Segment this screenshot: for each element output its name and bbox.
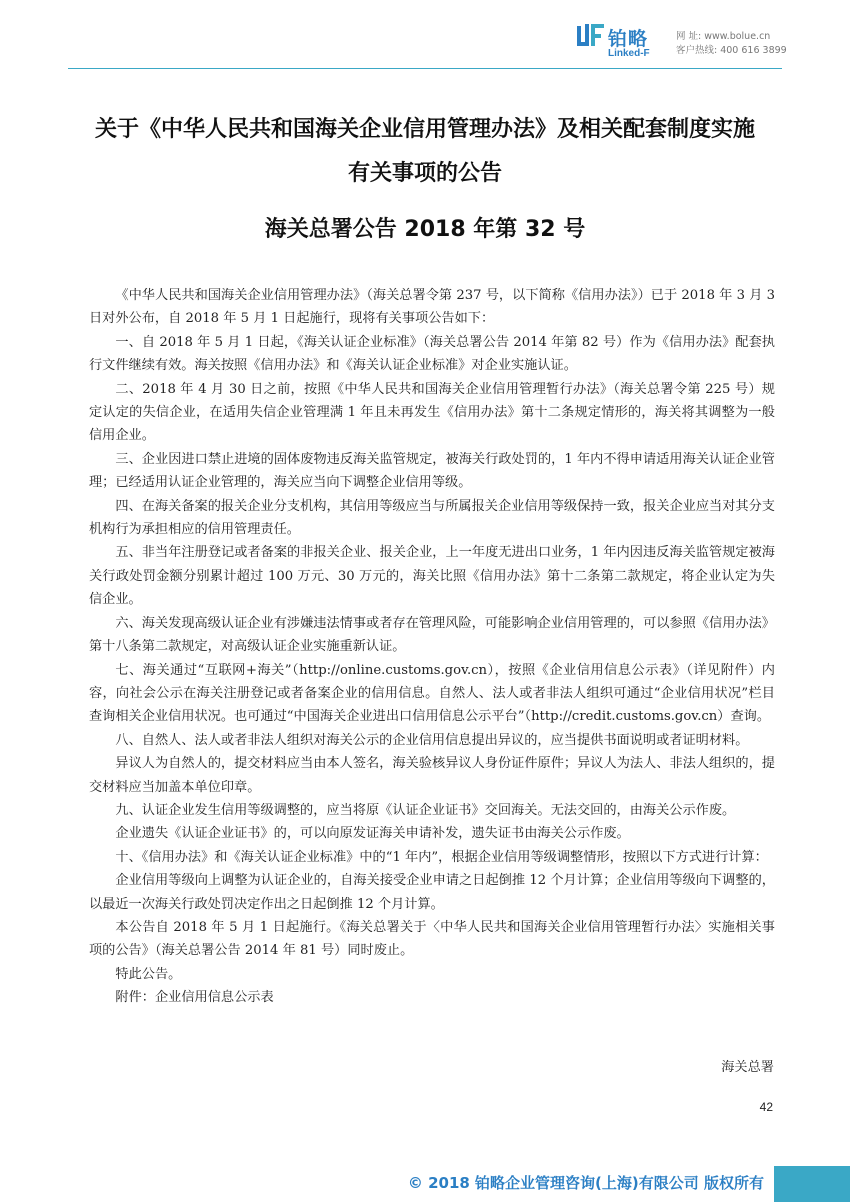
document-title: [60, 108, 790, 196]
paragraph: 五、非当年注册登记或者备案的非报关企业、报关企业，上一年度无进出口业务，1 年内因违反海关监管规定被海关行政处罚金额分别累计超过 100 万元、30 万元的，海关比照《信用办法》第十二条第二款规定，将企业认定为失信企业。: [89, 545, 775, 608]
paragraph: 三、企业因进口禁止进境的固体废物违反海关监管规定，被海关行政处罚的，1 年内不得申请适用海关认证企业管理；已经适用认证企业管理的，海关应当向下调整企业信用等级。: [89, 451, 775, 491]
header-divider: [68, 68, 782, 69]
paragraph: 四、在海关备案的报关企业分支机构，其信用等级应当与所属报关企业信用等级保持一致，报关企业应当对其分支机构行为承担相应的信用管理责任。: [89, 498, 775, 538]
title-line-2: 有关事项的公告: [347, 161, 502, 186]
footer-accent-bar: [774, 1166, 850, 1202]
paragraph: 附件：企业信用信息公示表: [115, 990, 274, 1006]
paragraph: 一、自 2018 年 5 月 1 日起，《海关认证企业标准》（海关总署公告 2014 年第 82 号）作为《信用办法》配套执行文件继续有效。海关按照《信用办法》和《海关认证企业标准》对企业实施认证。: [89, 334, 775, 374]
page-header: [0, 0, 850, 70]
document-body: [89, 284, 775, 1010]
paragraph: 二、2018 年 4 月 30 日之前，按照《中华人民共和国海关企业信用管理暂行办法》（海关总署令第 225 号）规定认定的失信企业，在适用失信企业管理满 1 年且未再发生《信用办法》第十二条规定情形的，海关将其调整为一般信用企业。: [89, 381, 775, 444]
document-signature: 海关总署: [721, 1060, 774, 1075]
logo-name: 铂略: [608, 28, 649, 50]
website-text: 网 址: www.bolue.cn: [676, 31, 771, 42]
paragraph: 特此公告。: [115, 966, 182, 982]
company-logo: [576, 22, 666, 64]
paragraph: 企业信用等级向上调整为认证企业的，自海关接受企业申请之日起倒推 12 个月计算；企业信用等级向下调整的，以最近一次海关行政处罚决定作出之日起倒推 12 个月计算。: [89, 873, 775, 912]
paragraph: 七、海关通过“互联网+海关”（http://online.customs.gov.cn），按照《企业信用信息公示表》（详见附件）内容，向社会公示在海关注册登记或者备案企业的信用信息。自然人、法人或者非法人组织可通过“企业信用状况”栏目查询相关企业信用状况。也可通过“中国海关企业进出口信用信息公示平台”（http://credit.customs.gov.cn）查询。: [89, 662, 775, 725]
paragraph: 企业遗失《认证企业证书》的，可以向原发证海关申请补发，遗失证书由海关公示作废。: [115, 826, 630, 842]
contact-info: [676, 30, 787, 58]
paragraph: 《中华人民共和国海关企业信用管理办法》（海关总署令第 237 号，以下简称《信用办法》）已于 2018 年 3 月 3 日对外公布，自 2018 年 5 月 1 日起施行，现将有关事项公告如下：: [89, 288, 775, 327]
paragraph: 六、海关发现高级认证企业有涉嫌违法情事或者存在管理风险，可能影响企业信用管理的，可以参照《信用办法》第十八条第二款规定，对高级认证企业实施重新认证。: [89, 615, 775, 655]
logo-subtext: Linked-F: [608, 48, 650, 59]
paragraph: 八、自然人、法人或者非法人组织对海关公示的企业信用信息提出异议的，应当提供书面说明或者证明材料。: [115, 732, 749, 748]
logo-mark-icon: [576, 22, 606, 52]
hotline-text: 客户热线: 400 616 3899: [676, 45, 787, 56]
document-subtitle: 海关总署公告 2018 年第 32 号: [264, 217, 586, 242]
paragraph: 十、《信用办法》和《海关认证企业标准》中的“1 年内”，根据企业信用等级调整情形，按照以下方式进行计算：: [115, 849, 768, 865]
paragraph: 异议人为自然人的，提交材料应当由本人签名，海关验核异议人身份证件原件；异议人为法人、非法人组织的，提交材料应当加盖本单位印章。: [89, 756, 775, 795]
title-line-1: 关于《中华人民共和国海关企业信用管理办法》及相关配套制度实施: [94, 117, 755, 142]
paragraph: 九、认证企业发生信用等级调整的，应当将原《认证企业证书》交回海关。无法交回的，由海关公示作废。: [115, 802, 736, 818]
footer-copyright: © 2018 铂略企业管理咨询(上海)有限公司 版权所有: [407, 1174, 764, 1192]
paragraph: 本公告自 2018 年 5 月 1 日起施行。《海关总署关于〈中华人民共和国海关企业信用管理暂行办法〉实施相关事项的公告》（海关总署公告 2014 年 81 号）同时废止。: [89, 919, 775, 959]
page-number: 42: [759, 1100, 773, 1114]
